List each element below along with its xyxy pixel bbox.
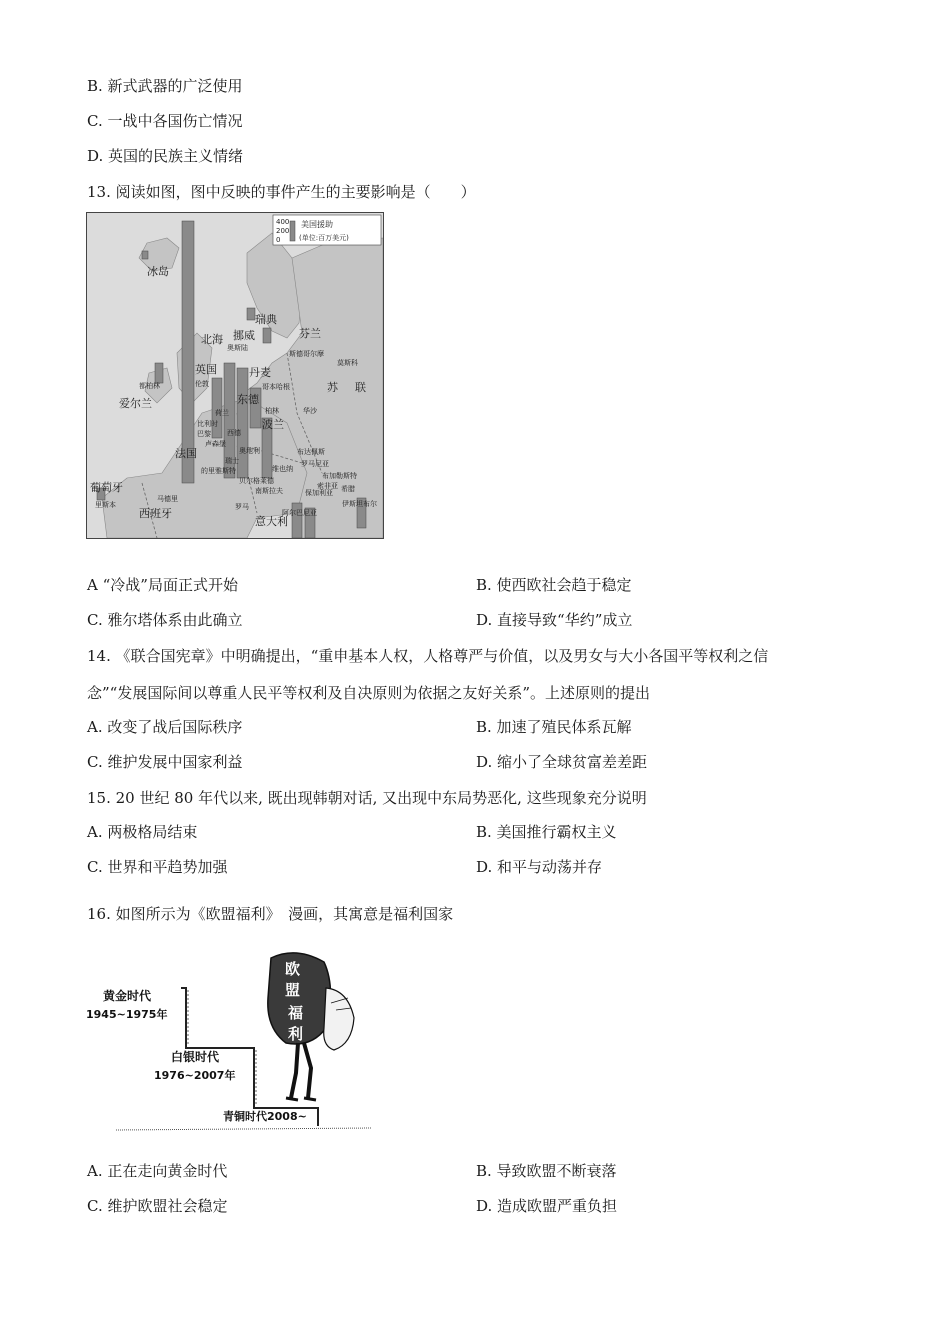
gold-age-label: 黄金时代	[103, 989, 152, 1003]
bronze-age-label: 青铜时代2008~	[223, 1110, 307, 1123]
country-iceland: 冰岛	[147, 265, 169, 278]
q15-option-a: A. 两极格局结束	[87, 823, 198, 841]
q15-option-b: B. 美国推行霸权主义	[476, 823, 617, 841]
city-bulgaria: 保加利亚	[305, 489, 333, 497]
city-oslo: 奥斯陆	[227, 344, 248, 352]
country-italy: 意大利	[255, 515, 288, 528]
city-lisbon: 里斯本	[95, 501, 116, 509]
legend-unit: (单位:百万美元)	[299, 234, 349, 242]
country-spain: 西班牙	[139, 507, 172, 520]
q12-option-b: B. 新式武器的广泛使用	[87, 77, 243, 95]
q16-option-d: D. 造成欧盟严重负担	[476, 1197, 618, 1215]
q13-option-d: D. 直接导致“华约”成立	[476, 611, 633, 629]
city-budapest: 布达佩斯	[297, 448, 325, 456]
q16-stem: 16. 如图所示为《欧盟福利》 漫画，其寓意是福利国家	[87, 905, 454, 923]
rock-char-1: 欧	[285, 960, 301, 978]
country-portugal: 葡萄牙	[90, 481, 123, 494]
city-warsaw: 华沙	[303, 407, 317, 415]
rock-char-4: 利	[288, 1025, 304, 1043]
country-poland: 波兰	[262, 418, 284, 431]
city-vienna: 维也纳	[272, 465, 293, 473]
city-rome: 罗马	[235, 503, 249, 511]
city-moscow: 莫斯科	[337, 359, 358, 367]
q13-option-b: B. 使西欧社会趋于稳定	[476, 576, 632, 594]
q12-option-c: C. 一战中各国伤亡情况	[87, 112, 243, 130]
q14-stem-line2: 念”“发展国际间以尊重人民平等权利及自决原则为依据之友好关系”。上述原则的提出	[87, 684, 651, 702]
q14-option-a: A. 改变了战后国际秩序	[87, 718, 243, 736]
q16-option-a: A. 正在走向黄金时代	[87, 1162, 228, 1180]
city-belgium: 比利时	[197, 420, 218, 428]
city-austria: 奥地利	[239, 447, 260, 455]
city-dublin: 都柏林	[139, 382, 160, 390]
man-carrying-rock	[268, 953, 354, 1100]
country-soviet-2: 联	[355, 381, 366, 394]
rock-char-2: 盟	[285, 981, 301, 999]
marshall-plan-map	[86, 212, 384, 539]
city-berlin: 柏林	[265, 407, 279, 415]
country-france: 法国	[175, 447, 197, 460]
q14-option-b: B. 加速了殖民体系瓦解	[476, 718, 632, 736]
legend-scale-400: 400	[276, 218, 290, 226]
city-west-germany: 西德	[227, 429, 241, 437]
country-uk: 英国	[195, 363, 217, 376]
city-paris: 巴黎	[197, 430, 211, 438]
legend-scale-0: 0	[276, 236, 281, 244]
country-east-germany: 东德	[237, 393, 259, 406]
country-sweden: 瑞典	[255, 313, 277, 326]
city-trieste: 的里雅斯特	[201, 467, 236, 475]
legend-scale-200: 200	[276, 227, 290, 235]
q14-stem-line1: 14. 《联合国宪章》中明确提出，“重申基本人权，人格尊严与价值，以及男女与大小各国平等权利之信	[87, 647, 769, 665]
country-ireland: 爱尔兰	[119, 397, 152, 410]
q15-option-c: C. 世界和平趋势加强	[87, 858, 228, 876]
city-albania: 阿尔巴尼亚	[282, 509, 317, 517]
city-madrid: 马德里	[157, 495, 178, 503]
q15-option-d: D. 和平与动荡并存	[476, 858, 603, 876]
country-finland: 芬兰	[299, 327, 321, 340]
q15-stem: 15. 20 世纪 80 年代以来, 既出现韩朝对话, 又出现中东局势恶化, 这些现象充分说明	[87, 789, 647, 807]
gold-age-years: 1945~1975年	[86, 1008, 168, 1021]
city-copenhagen: 哥本哈根	[262, 383, 290, 391]
legend-title: 美国援助	[301, 220, 333, 229]
silver-age-label: 白银时代	[171, 1050, 220, 1064]
q16-option-c: C. 维护欧盟社会稳定	[87, 1197, 228, 1215]
country-soviet-1: 苏	[327, 381, 338, 394]
sea-north: 北海	[201, 333, 223, 346]
city-belgrade: 贝尔格莱德	[239, 477, 274, 485]
city-switzerland: 瑞士	[225, 457, 239, 465]
city-istanbul: 伊斯坦布尔	[342, 500, 377, 508]
q13-stem: 13. 阅读如图，图中反映的事件产生的主要影响是（ ）	[87, 183, 476, 201]
country-denmark: 丹麦	[249, 366, 271, 379]
city-london: 伦敦	[195, 380, 209, 388]
q16-option-b: B. 导致欧盟不断衰落	[476, 1162, 617, 1180]
city-yugoslavia: 南斯拉夫	[255, 487, 283, 495]
city-bucharest: 布加勒斯特	[322, 472, 357, 480]
city-netherlands: 荷兰	[215, 409, 229, 417]
q12-option-d: D. 英国的民族主义情绪	[87, 147, 244, 165]
silver-age-years: 1976~2007年	[154, 1069, 236, 1082]
city-romania: 罗马尼亚	[301, 460, 329, 468]
rock-char-3: 福	[288, 1004, 304, 1022]
city-luxembourg: 卢森堡	[205, 440, 226, 448]
city-stockholm: 斯德哥尔摩	[289, 350, 324, 358]
q14-option-d: D. 缩小了全球贫富差差距	[476, 753, 648, 771]
country-norway: 挪威	[233, 329, 255, 342]
q13-option-a: A “冷战”局面正式开始	[87, 576, 238, 594]
q13-option-c: C. 雅尔塔体系由此确立	[87, 611, 243, 629]
city-greece: 希腊	[341, 485, 355, 493]
q14-option-c: C. 维护发展中国家利益	[87, 753, 243, 771]
eu-welfare-cartoon	[86, 948, 376, 1138]
city-sofia: 索非亚	[317, 482, 338, 490]
